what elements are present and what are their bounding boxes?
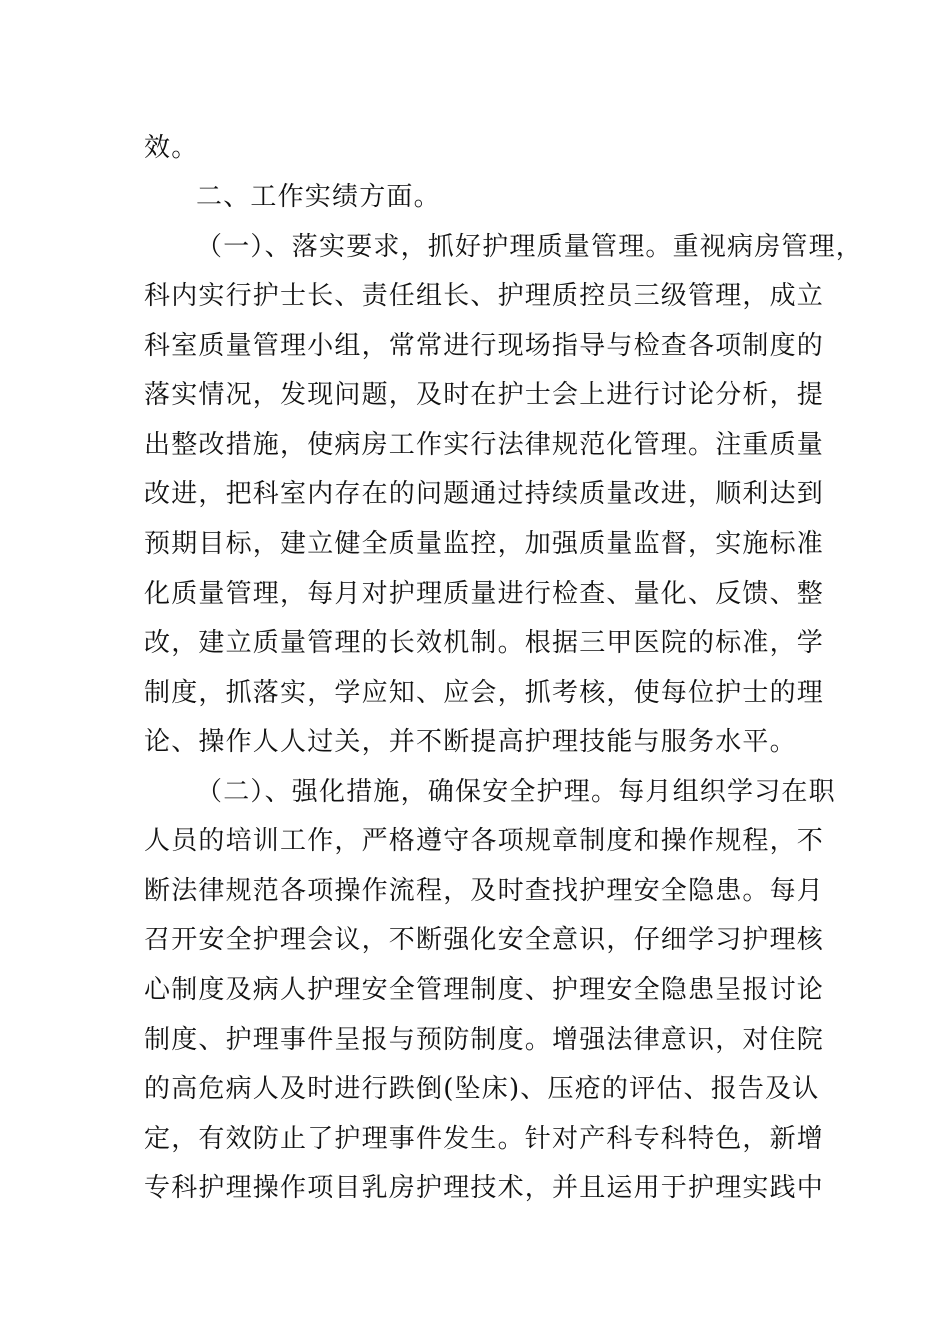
- text-line: 科内实行护士长、责任组长、护理质控员三级管理，成立: [144, 281, 825, 311]
- text-line: 效。: [144, 133, 199, 163]
- text-line: 改进，把科室内存在的问题通过持续质量改进，顺利达到: [144, 479, 825, 509]
- text-line: 的高危病人及时进行跌倒(坠床)、压疮的评估、报告及认: [144, 1074, 820, 1104]
- text-line: （一）、落实要求，抓好护理质量管理。重视病房管理，: [196, 232, 864, 262]
- text-line: 改，建立质量管理的长效机制。根据三甲医院的标准，学: [144, 628, 825, 658]
- section-heading: 二、工作实绩方面。: [196, 182, 441, 212]
- text-line: 制度，抓落实，学应知、应会，抓考核，使每位护士的理: [144, 678, 825, 708]
- text-line: （二）、强化措施，确保安全护理。每月组织学习在职: [196, 777, 836, 807]
- text-line: 落实情况，发现问题，及时在护士会上进行讨论分析，提: [144, 380, 825, 410]
- text-line: 预期目标，建立健全质量监控，加强质量监督，实施标准: [144, 529, 825, 559]
- text-line: 化质量管理，每月对护理质量进行检查、量化、反馈、整: [144, 579, 825, 609]
- text-line: 专科护理操作项目乳房护理技术，并且运用于护理实践中: [144, 1173, 825, 1203]
- text-line: 论、操作人人过关，并不断提高护理技能与服务水平。: [144, 727, 797, 757]
- text-line: 定，有效防止了护理事件发生。针对产科专科特色，新增: [144, 1124, 825, 1154]
- text-line: 断法律规范各项操作流程，及时查找护理安全隐患。每月: [144, 876, 825, 906]
- text-line: 心制度及病人护理安全管理制度、护理安全隐患呈报讨论: [144, 975, 825, 1005]
- text-line: 召开安全护理会议，不断强化安全意识，仔细学习护理核: [144, 925, 825, 955]
- text-line: 出整改措施，使病房工作实行法律规范化管理。注重质量: [144, 430, 825, 460]
- text-line: 制度、护理事件呈报与预防制度。增强法律意识，对住院: [144, 1025, 825, 1055]
- text-line: 科室质量管理小组，常常进行现场指导与检查各项制度的: [144, 331, 825, 361]
- text-line: 人员的培训工作，严格遵守各项规章制度和操作规程，不: [144, 826, 825, 856]
